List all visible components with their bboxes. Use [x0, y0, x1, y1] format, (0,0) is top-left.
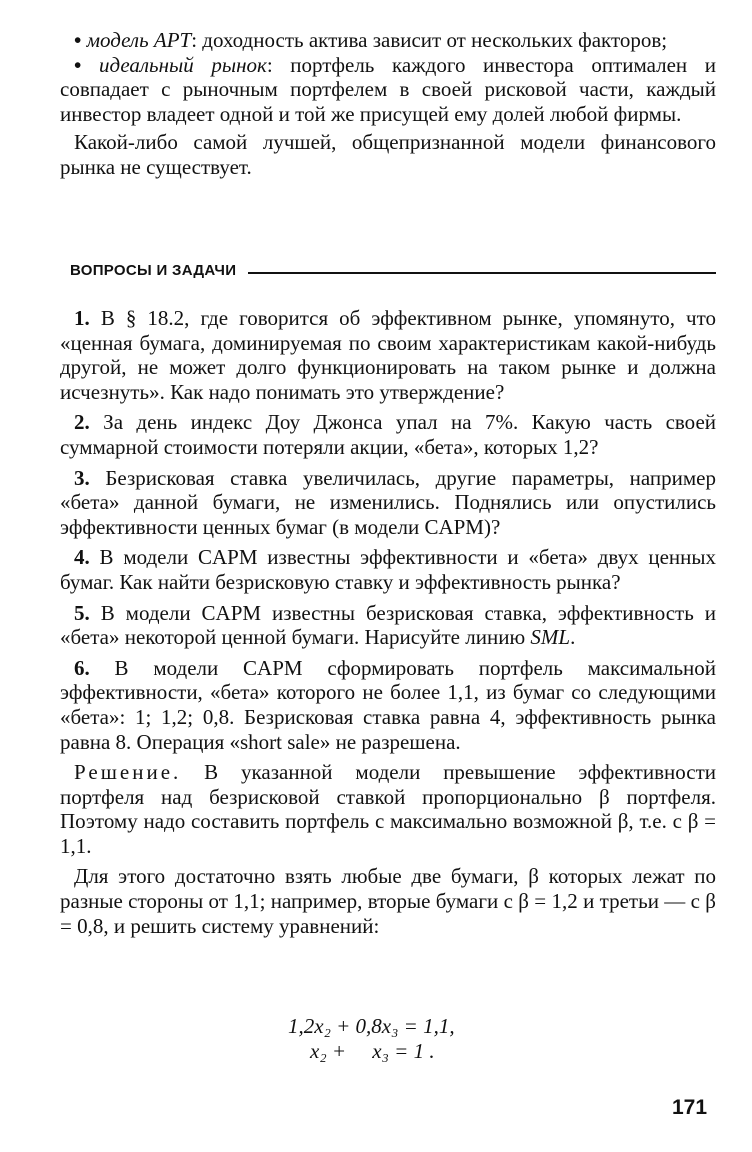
question-number: 3. — [74, 465, 90, 490]
solution-paragraph — [60, 760, 716, 858]
question-number: 1. — [74, 306, 90, 330]
equation-line-2: x₂ + x₃ = 1 . — [310, 1039, 435, 1063]
question-number: 2. — [74, 410, 90, 435]
equation-line-1: 1,2x₂ + 0,8x₃ = 1,1, — [288, 1014, 455, 1038]
bullet-item-ideal-market — [60, 53, 716, 127]
solution-text: В указанной модели превышение эффективности портфеля над безрисковой ставкой пропорционально β портфеля. Поэтому надо составить портфель с максимально возможной β, т.е. с β = 1,1. — [60, 760, 716, 858]
solution-paragraph-2: Для этого достаточно взять любые две бумаги, β которых лежат по разные стороны от 1,1; например, вторые бумаги с β = 1,2 и третьи — с β = 0,8, и решить систему уравнений: — [60, 864, 716, 938]
question-text: В модели CAPM сформировать портфель максимальной эффективности, «бета» которого не более 1,1, из бумаг со следующими «бета»: 1; 1,2; 0,8. Безрисковая ставка равна 4, эффективность рынка равна 8. Операция «short sale» не разрешена. — [60, 655, 717, 754]
heading-rule — [248, 272, 716, 274]
bullet-item-apt — [60, 28, 716, 53]
solution-label: Решение. — [74, 760, 182, 785]
bullet-term: модель APT — [86, 28, 192, 52]
intro-block — [60, 28, 716, 180]
question-1 — [60, 306, 716, 404]
question-text: В § 18.2, где говорится об эффективном рынке, упомянуто, что «ценная бумага, доминируемая по своим характеристикам какой-нибудь другой, не может долго функционировать на таком рынке и должна исчезнуть». Как надо понимать это утверждение? — [60, 306, 717, 404]
bullet-icon: • — [74, 28, 82, 52]
question-text: В модели CAPM известны безрисковая ставка, эффективность и «бета» некоторой ценной бумаги. Нарисуйте линию — [60, 600, 716, 650]
conclusion-paragraph: Какой-либо самой лучшей, общепризнанной модели финансового рынка не существует. — [60, 130, 716, 179]
question-5 — [60, 601, 716, 650]
bullet-icon: • — [74, 52, 82, 77]
equation-system — [288, 1014, 455, 1064]
bullet-text: : доходность актива зависит от нескольких факторов; — [191, 28, 668, 52]
page-number: 171 — [672, 1096, 708, 1119]
question-number: 6. — [74, 655, 90, 680]
question-italic-term: SML — [530, 625, 571, 650]
question-3 — [60, 466, 716, 540]
question-6 — [60, 656, 716, 754]
question-text: Безрисковая ставка увеличилась, другие параметры, например «бета» данной бумаги, не изменились. Поднялись или опустились эффективности ценных бумаг (в модели CAPM)? — [60, 465, 716, 539]
question-number: 5. — [74, 600, 90, 625]
bullet-term: идеальный рынок — [98, 52, 267, 77]
question-end: . — [570, 625, 576, 650]
section-heading: ВОПРОСЫ И ЗАДАЧИ — [70, 261, 237, 279]
question-2 — [60, 410, 716, 459]
question-text: В модели CAPM известны эффективности и «бета» двух ценных бумаг. Как найти безрисковую ставку и эффективность рынка? — [60, 545, 716, 594]
question-number: 4. — [74, 545, 90, 570]
section-header — [70, 258, 716, 282]
bullet-text: : портфель каждого инвестора оптимален и совпадает с рыночным портфелем в своей рисковой части, каждый инвестор владеет одной и той же присущей ему долей любой фирмы. — [60, 52, 716, 126]
question-text: За день индекс Доу Джонса упал на 7%. Какую часть своей суммарной стоимости потеряли акции, «бета», которых 1,2? — [60, 410, 717, 459]
question-4 — [60, 545, 716, 594]
questions-block — [60, 306, 716, 938]
